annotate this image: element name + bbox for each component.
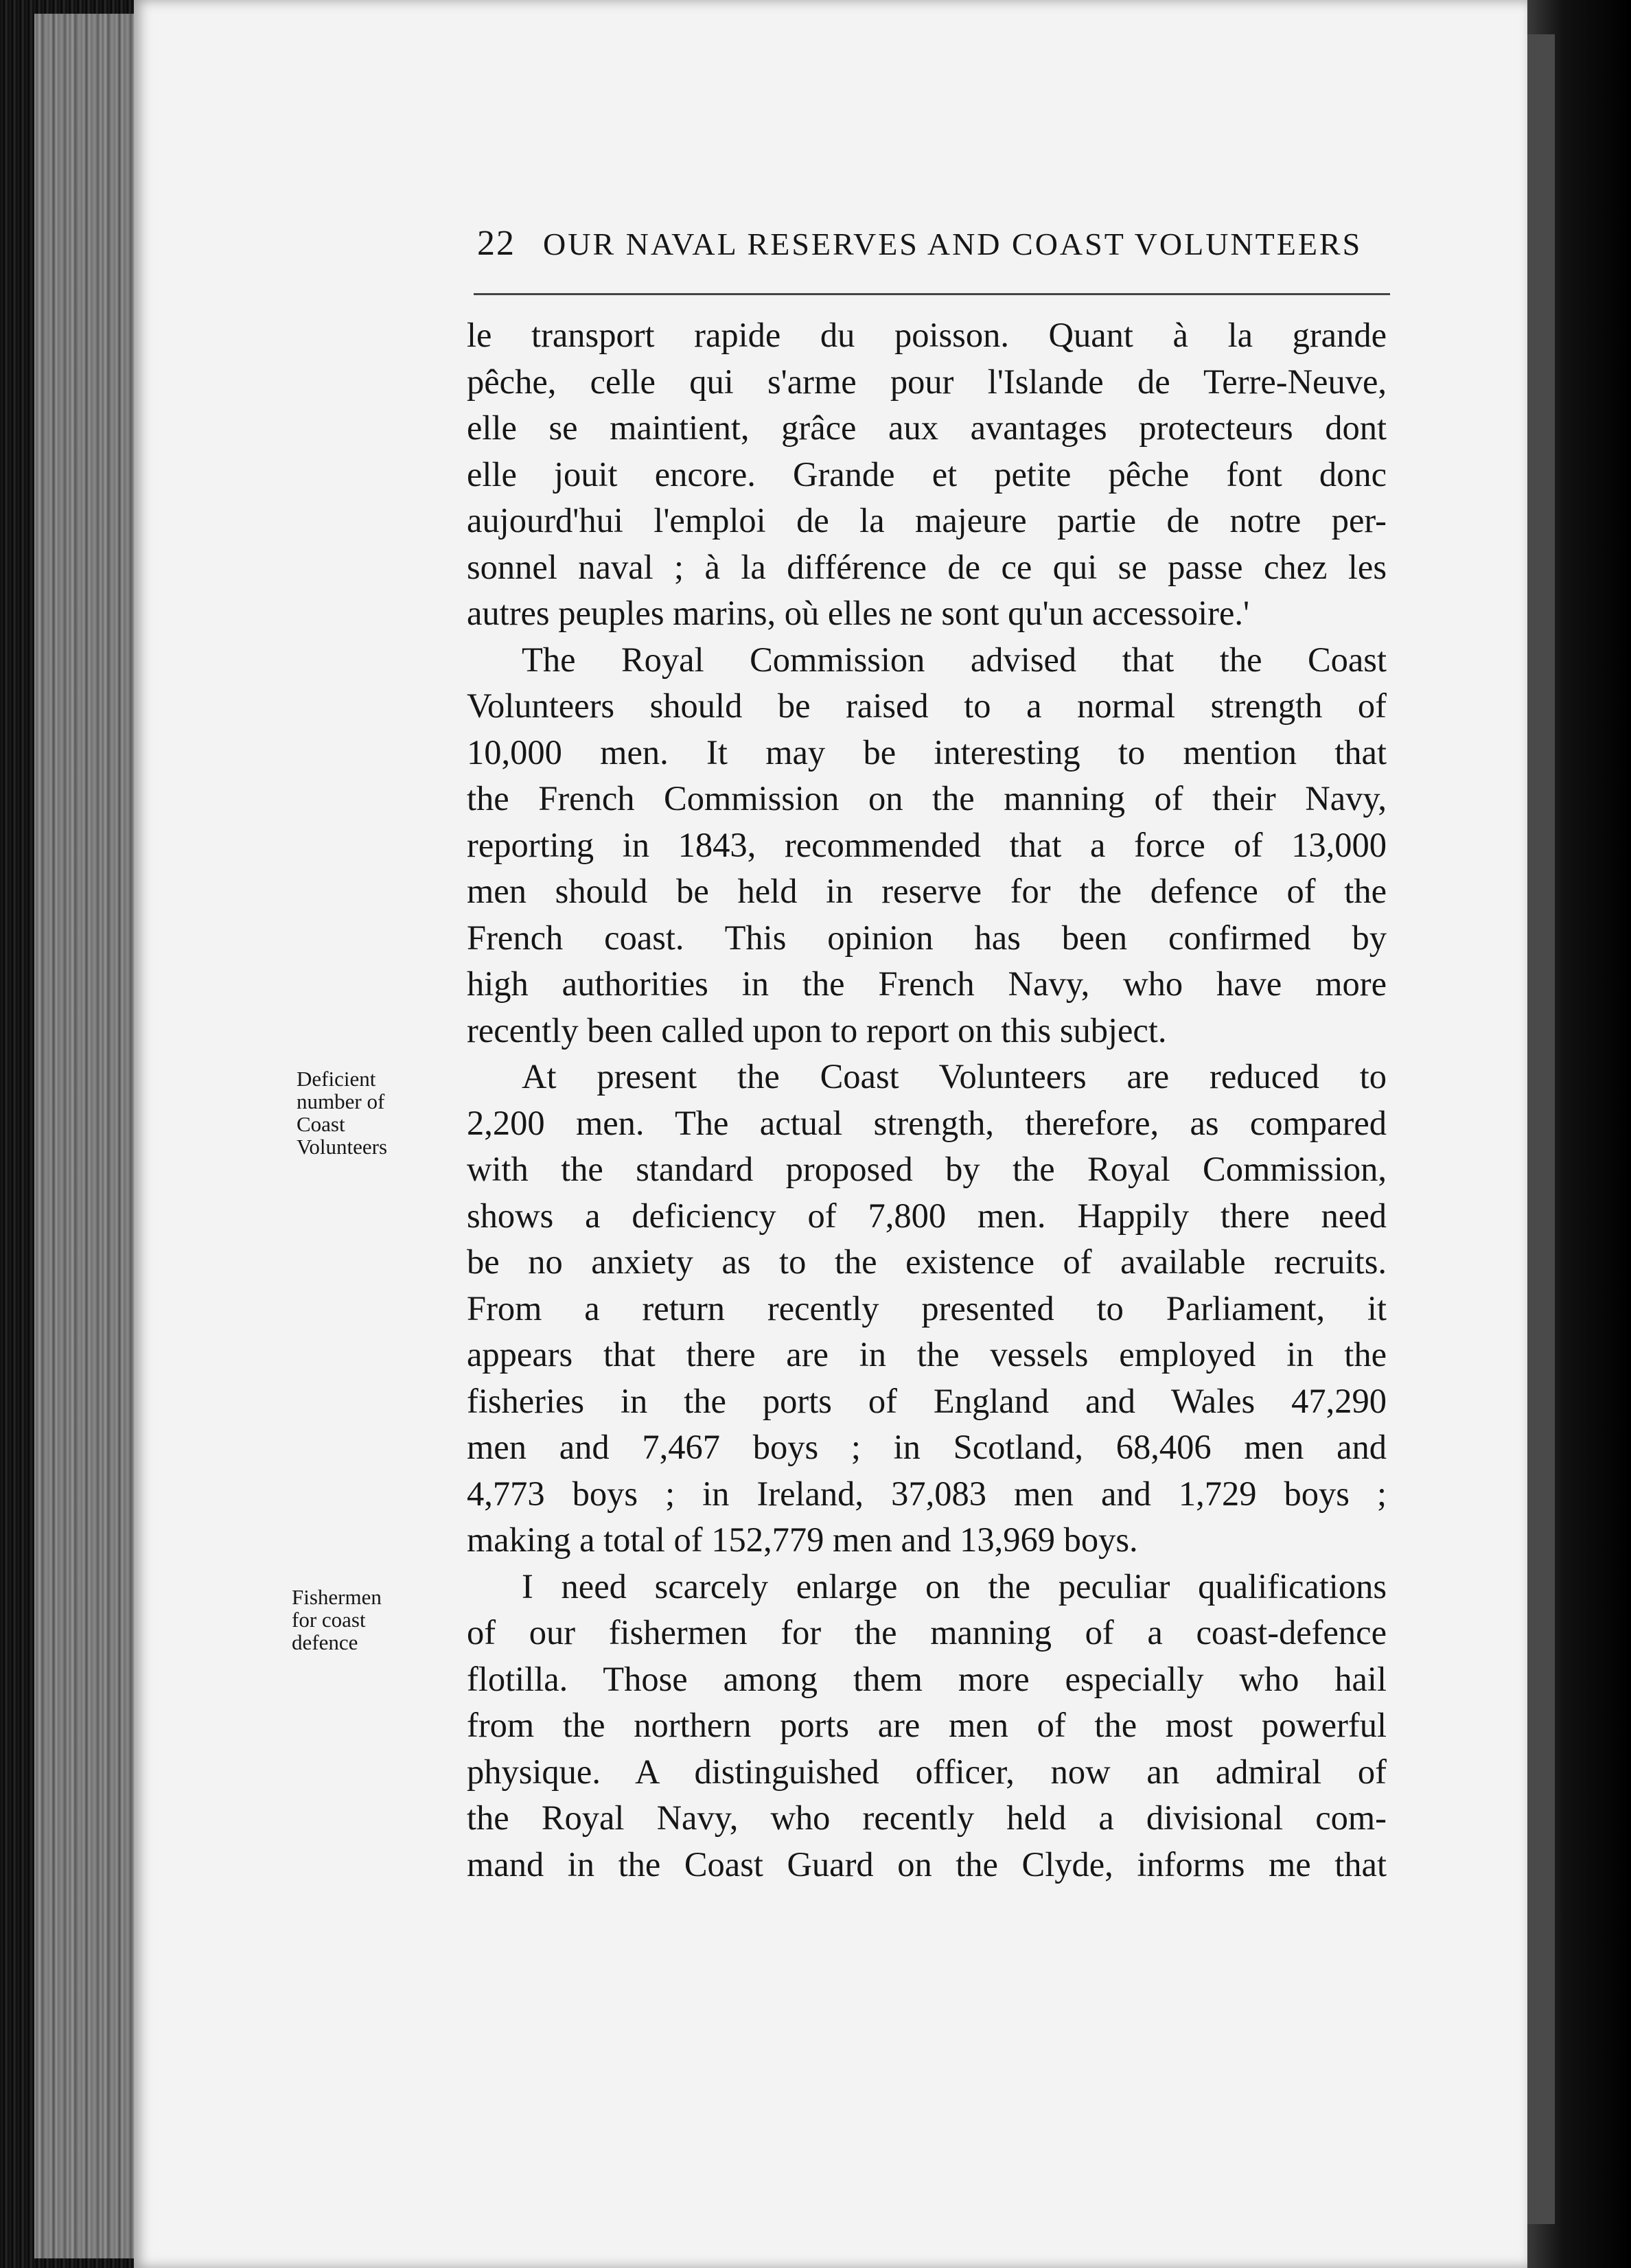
side-note-fishermen-defence <box>292 1586 382 1654</box>
side-note-line: Volunteers <box>297 1135 388 1159</box>
text-line: mand in the Coast Guard on the Clyde, informs me that <box>467 1844 1387 1884</box>
side-note-line: for coast <box>292 1608 366 1632</box>
text-line: elle se maintient, grâce aux avantages protecteurs dont <box>467 408 1387 447</box>
text-line: from the northern ports are men of the most powerful <box>467 1706 1387 1744</box>
text-line: men should be held in reserve for the defence of the <box>467 872 1387 910</box>
running-head <box>477 223 1390 271</box>
side-note-line: Fishermen <box>292 1585 382 1609</box>
text-line: flotilla. Those among them more especially who hail <box>467 1659 1387 1698</box>
text-line: 4,773 boys ; in Ireland, 37,083 men and 1,729 boys ; <box>467 1474 1387 1513</box>
text-line: of our fishermen for the manning of a coast-defence <box>467 1613 1387 1652</box>
text-line: recently been called upon to report on this subject. <box>467 1010 1167 1050</box>
side-note-line: Coast <box>297 1112 345 1136</box>
text-line: I need scarcely enlarge on the peculiar qualifications <box>522 1566 1387 1606</box>
text-line: The Royal Commission advised that the Coast <box>522 640 1387 679</box>
text-line: appears that there are in the vessels employed in the <box>467 1335 1387 1374</box>
text-line: From a return recently presented to Parliament, it <box>467 1288 1387 1328</box>
text-line: making a total of 152,779 men and 13,969 boys. <box>467 1520 1138 1559</box>
text-line: le transport rapide du poisson. Quant à la grande <box>467 316 1387 354</box>
text-line: reporting in 1843, recommended that a force of 13,000 <box>467 825 1387 864</box>
text-line: pêche, celle qui s'arme pour l'Islande de Terre-Neuve, <box>467 362 1387 401</box>
page-stack-edges <box>34 14 137 2258</box>
text-line: shows a deficiency of 7,800 men. Happily there need <box>467 1196 1387 1235</box>
right-page-strip <box>1527 34 1555 2224</box>
text-line: 2,200 men. The actual strength, therefore, as compared <box>467 1103 1387 1142</box>
text-line: fisheries in the ports of England and Wales 47,290 <box>467 1381 1387 1420</box>
body-text <box>467 312 1387 1888</box>
header-rule <box>474 293 1390 295</box>
side-note-line: number of <box>297 1089 385 1113</box>
running-title: OUR NAVAL RESERVES AND COAST VOLUNTEERS <box>543 227 1363 262</box>
page-number: 22 <box>477 224 516 263</box>
text-line: be no anxiety as to the existence of available recruits. <box>467 1242 1387 1281</box>
side-note-deficient-volunteers <box>297 1067 387 1158</box>
text-line: aujourd'hui l'emploi de la majeure partie de notre per- <box>467 501 1387 540</box>
text-line: physique. A distinguished officer, now an admiral of <box>467 1752 1387 1791</box>
text-line: French coast. This opinion has been confirmed by <box>467 918 1387 957</box>
text-line: the Royal Navy, who recently held a divisional com- <box>467 1798 1387 1837</box>
text-line: high authorities in the French Navy, who have more <box>467 964 1387 1003</box>
text-line: with the standard proposed by the Royal Commission, <box>467 1150 1387 1188</box>
text-line: autres peuples marins, où elles ne sont qu'un accessoire.' <box>467 594 1250 632</box>
text-line: Volunteers should be raised to a normal strength of <box>467 686 1387 725</box>
text-line: elle jouit encore. Grande et petite pêche font donc <box>467 454 1387 494</box>
text-line: At present the Coast Volunteers are reduced to <box>522 1057 1387 1096</box>
side-note-line: defence <box>292 1630 358 1654</box>
text-line: the French Commission on the manning of their Navy, <box>467 779 1387 818</box>
text-line: men and 7,467 boys ; in Scotland, 68,406 men and <box>467 1428 1387 1466</box>
text-line: 10,000 men. It may be interesting to mention that <box>467 732 1387 772</box>
text-line: sonnel naval ; à la différence de ce qui se passe chez les <box>467 547 1387 586</box>
side-note-line: Deficient <box>297 1067 376 1091</box>
